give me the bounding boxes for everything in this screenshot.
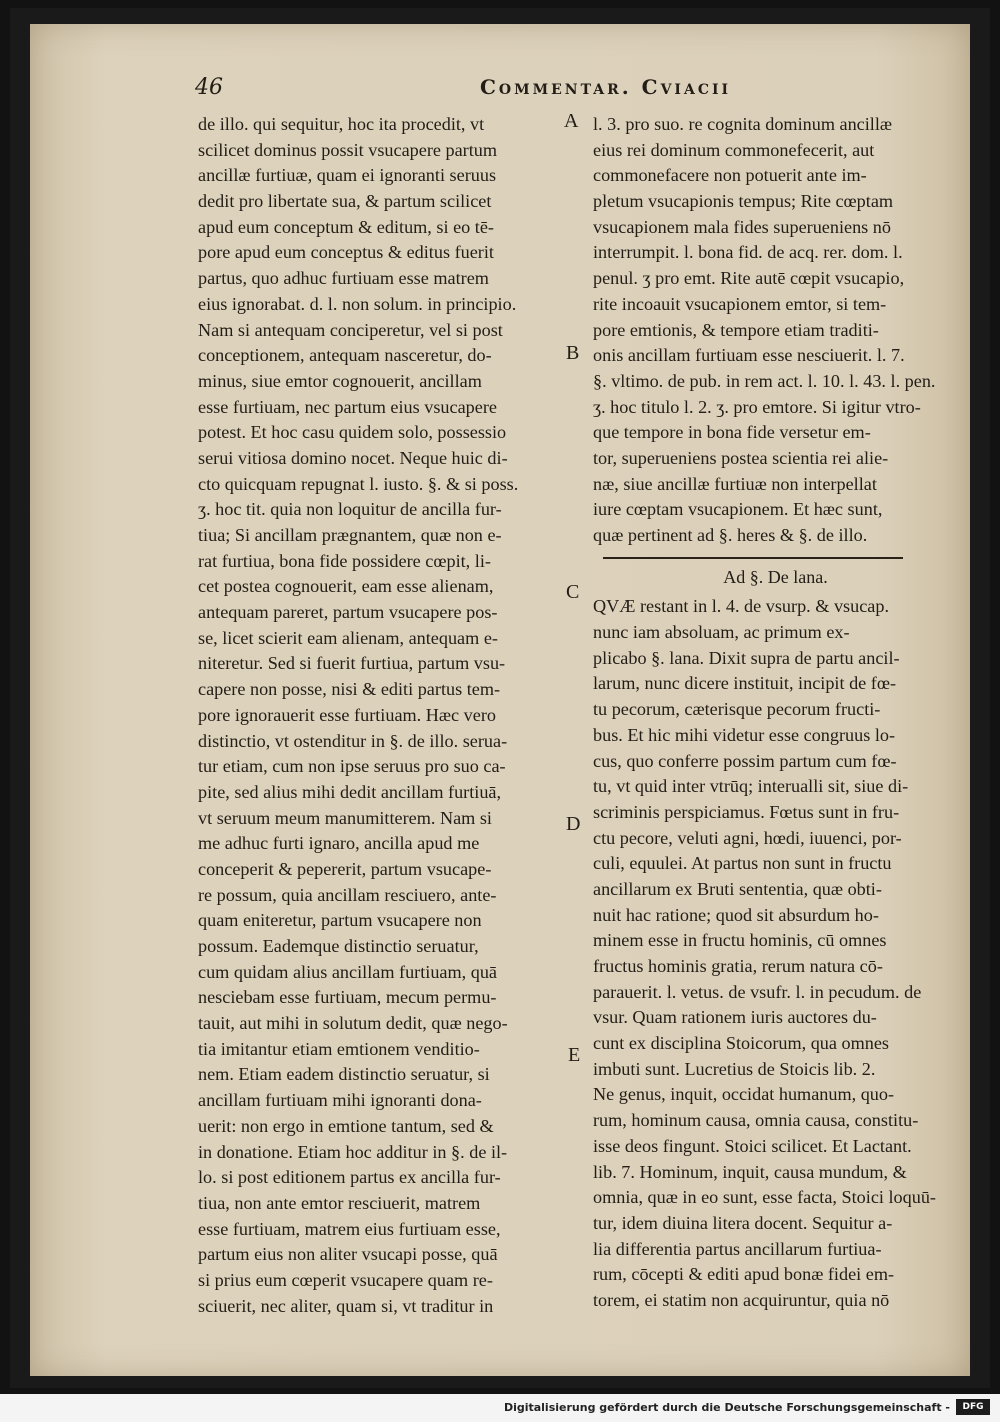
text-line: pore ignorauerit esse furtiuam. Hæc vero <box>198 704 496 725</box>
text-line: conceptionem, antequam nasceretur, do- <box>198 345 492 366</box>
text-line: commonefacere non potuerit ante im- <box>593 165 867 186</box>
text-line: pore apud eum conceptus & editus fuerit <box>198 242 494 263</box>
text-line: onis ancillam furtiuam esse nesciuerit. l. 7. <box>593 345 905 366</box>
footer-credit: Digitalisierung gefördert durch die Deutsche Forschungsgemeinschaft - <box>503 1401 950 1414</box>
section-divider <box>603 557 903 559</box>
text-line: vt seruum meum manumitterem. Nam si <box>198 807 492 828</box>
page-number: 46 <box>195 75 223 100</box>
text-line: partum eius non aliter vsucapi posse, quā <box>198 1244 498 1265</box>
text-line: l. 3. pro suo. re cognita dominum ancillæ <box>593 114 893 134</box>
text-line: ancillam furtiuam mihi ignoranti dona- <box>198 1090 482 1111</box>
text-line: tor, superueniens postea scientia rei alie- <box>593 447 889 468</box>
running-head: Commentar. Cviacii <box>480 75 732 99</box>
text-line: plicabo §. lana. Dixit supra de partu ancil- <box>593 647 900 668</box>
text-line: omnia, quæ in eo sunt, esse facta, Stoici loquū- <box>593 1187 936 1208</box>
text-line: tauit, aut mihi in solutum dedit, quæ nego- <box>198 1013 508 1034</box>
text-line: rite incoauit vsucapionem emtor, si tem- <box>593 293 887 314</box>
text-line: ʒ. hoc titulo l. 2. ʒ. pro emtore. Si igitur vtro- <box>593 396 921 417</box>
text-line: me adhuc furti ignaro, ancilla apud me <box>198 833 480 854</box>
margin-letter-d: D <box>566 813 581 835</box>
right-column-bottom <box>593 594 958 1313</box>
text-line: ʒ. hoc tit. quia non loquitur de ancilla fur- <box>198 499 502 520</box>
text-line: iure cœptam vsucapionem. Et hæc sunt, <box>593 499 883 520</box>
margin-letter-a: A <box>564 110 579 132</box>
text-line: fructus hominis gratia, rerum natura cō- <box>593 956 883 977</box>
text-line: se, licet scierit eam alienam, antequam e- <box>198 627 498 648</box>
text-line: interrumpit. l. bona fid. de acq. rer. dom. l. <box>593 242 903 263</box>
text-line: minus, siue emtor cognouerit, ancillam <box>198 370 482 391</box>
text-line: næ, siue ancillæ furtiuæ non interpellat <box>593 473 877 494</box>
text-line: tiua; Si ancillam prægnantem, quæ non e- <box>198 525 502 545</box>
text-line: Nam si antequam conciperetur, vel si post <box>198 319 503 340</box>
text-line: eius ignorabat. d. l. non solum. in principio. <box>198 293 517 314</box>
right-column-top <box>593 112 958 549</box>
text-line: scriminis perspiciamus. Fœtus sunt in fru- <box>593 801 900 822</box>
text-line: minem esse in fructu hominis, cū omnes <box>593 930 887 951</box>
text-line: cet postea cognouerit, eam esse alienam, <box>198 576 494 597</box>
text-line: pite, sed alius mihi dedit ancillam furtiuā, <box>198 781 502 802</box>
text-line: que tempore in bona fide versetur em- <box>593 422 871 443</box>
text-line: isse deos fingunt. Stoici scilicet. Et Lactant. <box>593 1135 912 1156</box>
text-line: nesciebam esse furtiuam, mecum permu- <box>198 987 497 1008</box>
text-line: nem. Etiam eadem distinctio seruatur, si <box>198 1064 490 1085</box>
text-line: vsucapionem mala fides superueniens nō <box>593 216 891 237</box>
text-line: de illo. qui sequitur, hoc ita procedit, vt <box>198 114 485 134</box>
right-column <box>593 112 958 1314</box>
text-line: uerit: non ergo in emtione tantum, sed & <box>198 1115 494 1136</box>
text-line: tia imitantur etiam emtionem venditio- <box>198 1038 480 1059</box>
text-line: rum, cōcepti & editi apud bonæ fidei em- <box>593 1264 895 1285</box>
text-line: pletum vsucapionis tempus; Rite cœptam <box>593 191 894 212</box>
text-line: rum, hominum causa, omnia causa, constitu- <box>593 1110 919 1131</box>
text-line: torem, ei statim non acquiruntur, quia nō <box>593 1289 890 1310</box>
dfg-logo: DFG <box>956 1399 990 1415</box>
text-line: si prius eum cœperit vsucapere quam re- <box>198 1269 493 1290</box>
text-line: rat furtiua, bona fide possidere cœpit, li- <box>198 550 491 571</box>
text-line: ancillæ furtiuæ, quam ei ignoranti seruus <box>198 165 497 186</box>
text-line: bus. Et hic mihi videtur esse congruus lo- <box>593 724 896 745</box>
text-line: niteretur. Sed si fuerit furtiua, partum vsu- <box>198 653 506 674</box>
text-line: lib. 7. Hominum, inquit, causa mundum, & <box>593 1161 907 1182</box>
margin-letter-c: C <box>566 581 580 603</box>
text-line: cto quicquam repugnat l. iusto. §. & si poss. <box>198 473 519 494</box>
text-line: sciuerit, nec aliter, quam si, vt traditur in <box>198 1295 494 1316</box>
text-line: potest. Et hoc casu quidem solo, possessio <box>198 422 507 443</box>
margin-letter-b: B <box>566 342 580 364</box>
text-line: imbuti sunt. Lucretius de Stoicis lib. 2. <box>593 1058 876 1079</box>
text-line: capere non posse, nisi & editi partus tem- <box>198 679 501 700</box>
text-line: tu pecorum, cæterisque pecorum fructi- <box>593 699 881 720</box>
text-line: esse furtiuam, nec partum eius vsucapere <box>198 396 497 417</box>
text-line: tur, idem diuina litera docent. Sequitur a- <box>593 1212 893 1233</box>
page-header <box>195 75 955 105</box>
text-line: quæ pertinent ad §. heres & §. de illo. <box>593 525 868 545</box>
text-line: QVÆ restant in l. 4. de vsurp. & vsucap. <box>593 596 890 617</box>
text-line: §. vltimo. de pub. in rem act. l. 10. l. 43. l. pen. <box>593 370 936 391</box>
text-line: cum quidam alius ancillam furtiuam, quā <box>198 961 498 982</box>
text-line: ctu pecore, veluti agni, hœdi, iuuenci, por- <box>593 827 902 848</box>
text-line: distinctio, vt ostenditur in §. de illo. serua- <box>198 730 508 751</box>
text-line: possum. Eademque distinctio seruatur, <box>198 936 479 956</box>
text-line: cunt ex disciplina Stoicorum, qua omnes <box>593 1033 889 1054</box>
text-line: cus, quo conferre possim partum cum fœ- <box>593 750 897 771</box>
text-line: re possum, quia ancillam resciuero, ante- <box>198 884 497 905</box>
text-line: parauerit. l. vetus. de vsufr. l. in pecudum. de <box>593 981 922 1002</box>
footer-bar <box>0 1394 1000 1422</box>
text-line: penul. ʒ pro emt. Rite autē cœpit vsucapio, <box>593 268 905 289</box>
text-line: conceperit & pepererit, partum vsucape- <box>198 858 492 879</box>
text-line: apud eum conceptum & editum, si eo tē- <box>198 216 494 237</box>
text-line: dedit pro libertate sua, & partum scilicet <box>198 191 492 212</box>
text-line: tur etiam, cum non ipse seruus pro suo ca- <box>198 756 506 777</box>
text-line: partus, quo adhuc furtiuam esse matrem <box>198 268 489 289</box>
text-line: ancillarum ex Bruti sententia, quæ obti- <box>593 878 882 899</box>
text-line: scilicet dominus possit vsucapere partum <box>198 139 498 160</box>
text-line: quam eniteretur, partum vsucapere non <box>198 910 482 931</box>
margin-letter-e: E <box>568 1044 581 1066</box>
text-line: in donatione. Etiam hoc additur in §. de il- <box>198 1141 508 1162</box>
section-title: Ad §. De lana. <box>723 566 828 587</box>
text-line: nunc iam absoluam, ac primum ex- <box>593 622 850 643</box>
text-line: tu, vt quid inter vtrūq; interualli sit, siue di- <box>593 776 909 797</box>
text-line: antequam pareret, partum vsucapere pos- <box>198 602 498 623</box>
text-line: tiua, non ante emtor resciuerit, matrem <box>198 1192 481 1213</box>
text-line: eius rei dominum commonefecerit, aut <box>593 139 875 160</box>
text-line: Ne genus, inquit, occidat humanum, quo- <box>593 1084 895 1105</box>
text-line: esse furtiuam, matrem eius furtiuam esse, <box>198 1218 501 1239</box>
text-line: serui vitiosa domino nocet. Neque huic di- <box>198 447 508 468</box>
left-column <box>198 112 563 1319</box>
text-line: lia differentia partus ancillarum furtiua- <box>593 1238 882 1259</box>
text-line: pore emtionis, & tempore etiam traditi- <box>593 319 879 340</box>
text-line: nuit hac ratione; quod sit absurdum ho- <box>593 904 879 925</box>
text-line: lo. si post editionem partus ex ancilla fur- <box>198 1167 501 1188</box>
text-line: larum, nunc dicere instituit, incipit de fœ- <box>593 673 897 694</box>
text-line: culi, equulei. At partus non sunt in fructu <box>593 853 892 874</box>
text-line: vsur. Quam rationem iuris auctores du- <box>593 1007 877 1028</box>
